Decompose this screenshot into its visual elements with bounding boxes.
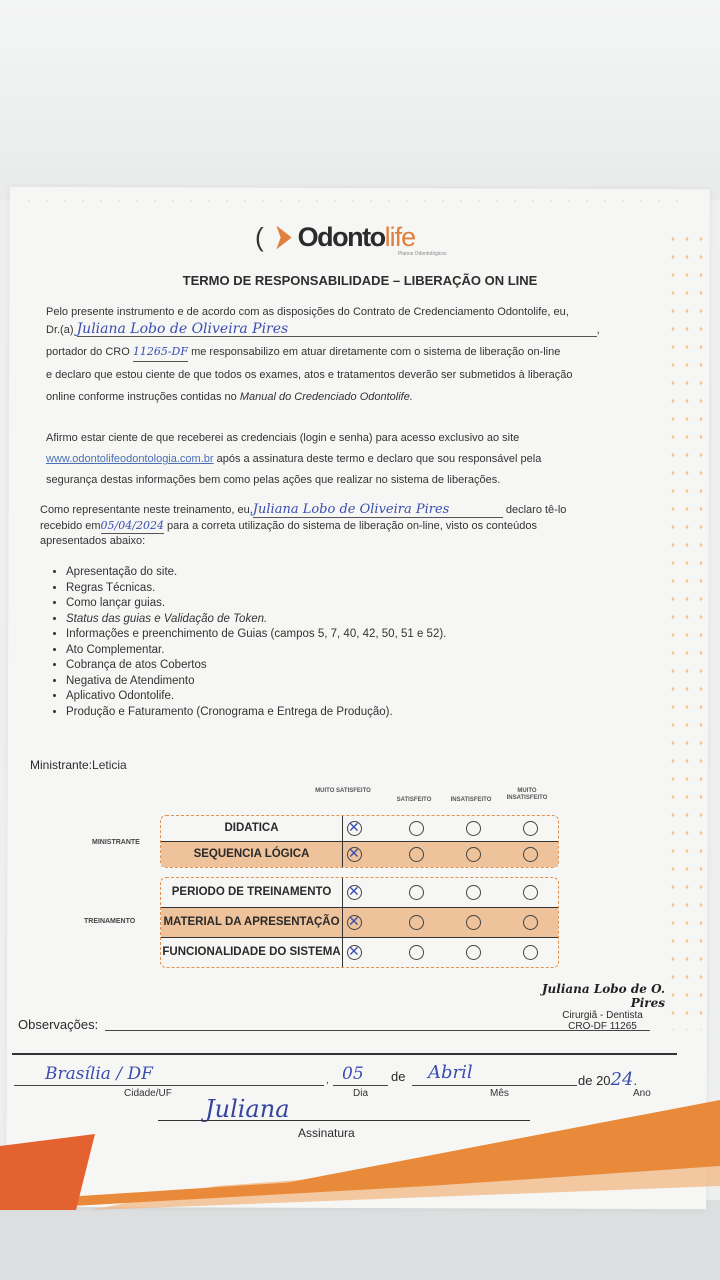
logo-subtitle: Planos Odontológicos (398, 251, 447, 257)
column-header: MUITO INSATISFEITO (506, 788, 548, 801)
survey-row-label: FUNCIONALIDADE DO SISTEMA (162, 946, 341, 958)
survey-ministrante (160, 815, 559, 868)
odontolife-logo: ( Odontolife (255, 222, 416, 252)
column-header: INSATISFEITO (450, 797, 492, 803)
year-value: 24 (610, 1069, 634, 1090)
survey-treinamento (160, 877, 559, 968)
rating-radio[interactable] (347, 847, 362, 862)
section-label: TREINAMENTO (84, 918, 136, 925)
observacoes-label: Observações: (18, 1017, 99, 1032)
column-header: MUITO SATISFEITO (315, 788, 371, 794)
rating-radio[interactable] (409, 945, 424, 960)
list-item: • Apresentação do site. (66, 565, 446, 581)
representative-name-field: Juliana Lobo de Oliveira Pires (253, 502, 503, 518)
dentist-name-field: Juliana Lobo de Oliveira Pires (77, 322, 597, 337)
list-item: • Aplicativo Odontolife. (66, 689, 446, 705)
list-item: • Como lançar guias. (66, 596, 446, 612)
document-title: TERMO DE RESPONSABILIDADE – LIBERAÇÃO ON LINE (182, 273, 538, 288)
handwritten-signature: Juliana (205, 1095, 290, 1123)
background-bottom (0, 1200, 720, 1280)
rating-radio[interactable] (466, 945, 481, 960)
city-value: Brasília / DF (45, 1064, 153, 1084)
logo-icon (270, 226, 292, 250)
day-value: 05 (342, 1064, 364, 1084)
survey-row-label: DIDATICA (224, 822, 279, 834)
paragraph-2: Afirmo estar ciente de que receberei as credenciais (login e senha) para acesso exclusivo ao site www.odontolifeodontologia.com.br após a assinatura deste termo e declaro que sou responsável pela segurança destas informações bem como pelas ações que realizar no sistema de liberações. (46, 432, 542, 486)
survey-row (161, 842, 558, 867)
date-field: 05/04/2024 (100, 519, 164, 532)
rating-radio[interactable] (466, 885, 481, 900)
month-value: Abril (428, 1062, 473, 1083)
rating-radio[interactable] (523, 915, 538, 930)
rating-radio[interactable] (409, 847, 424, 862)
survey-row-label: SEQUENCIA LÓGICA (193, 848, 310, 860)
rating-radio[interactable] (523, 945, 538, 960)
section-label: MINISTRANTE (92, 839, 140, 846)
rating-radio[interactable] (347, 945, 362, 960)
rating-radio[interactable] (409, 915, 424, 930)
rating-radio[interactable] (523, 821, 538, 836)
ministrante-line: Ministrante:Leticia (30, 758, 127, 772)
decorative-dots (666, 230, 706, 1030)
paragraph-1: Pelo presente instrumento e de acordo com as disposições do Contrato de Credenciamento Odontolife, eu, Dr.(a) Juliana Lobo de Oliveira Pires , portador do CRO 11265-DF me responsabilizo em atuar diretamente com o sistema de liberação on-line e declaro que estou ciente de que todos os exames, atos e tratamentos deverão ser submetidos à liberação online conforme instruções contidas no Manual do Credenciado Odontolife. (46, 306, 600, 403)
rating-radio[interactable] (409, 821, 424, 836)
survey-row (161, 878, 558, 908)
divider (12, 1053, 677, 1055)
survey-row (161, 908, 558, 938)
survey-row-label: MATERIAL DA APRESENTAÇÃO (163, 916, 340, 928)
decorative-dots (20, 196, 680, 206)
list-item: • Regras Técnicas. (66, 581, 446, 597)
column-header: SATISFEITO (396, 797, 432, 803)
survey-row-label: PERIODO DE TREINAMENTO (171, 886, 332, 898)
survey-row (161, 938, 558, 967)
stamp: Juliana Lobo de O. Pires Cirurgiã - Dentista CRO-DF 11265 (541, 982, 665, 1032)
rating-radio[interactable] (523, 847, 538, 862)
ministrante-name: Leticia (92, 758, 127, 772)
list-item: • Produção e Faturamento (Cronograma e Entrega de Produção). (66, 705, 446, 721)
list-item: • Cobrança de atos Cobertos (66, 658, 446, 674)
background (0, 0, 720, 200)
list-item: • Informações e preenchimento de Guias (campos 5, 7, 40, 42, 50, 51 e 52). (66, 627, 446, 643)
list-item: • Ato Complementar. (66, 643, 446, 659)
paragraph-3: Como representante neste treinamento, eu,Juliana Lobo de Oliveira Pires declaro tê-lo recebido em05/04/2024 para a correta utilização do sistema de liberação on-line, visto os conteúdos apresentados abaixo: (40, 502, 567, 547)
cro-field: 11265-DF (133, 343, 188, 362)
rating-radio[interactable] (523, 885, 538, 900)
rating-radio[interactable] (466, 847, 481, 862)
rating-radio[interactable] (347, 821, 362, 836)
rating-radio[interactable] (466, 821, 481, 836)
signature-line (158, 1120, 530, 1121)
list-item: • Negativa de Atendimento (66, 674, 446, 690)
rating-radio[interactable] (409, 885, 424, 900)
rating-radio[interactable] (347, 915, 362, 930)
topics-list (46, 565, 446, 720)
survey-row (161, 816, 558, 842)
website-link[interactable]: www.odontolifeodontologia.com.br (46, 453, 214, 465)
observacoes-line[interactable] (105, 1030, 650, 1031)
list-item: • Status das guias e Validação de Token. (66, 612, 446, 628)
rating-radio[interactable] (466, 915, 481, 930)
rating-radio[interactable] (347, 885, 362, 900)
